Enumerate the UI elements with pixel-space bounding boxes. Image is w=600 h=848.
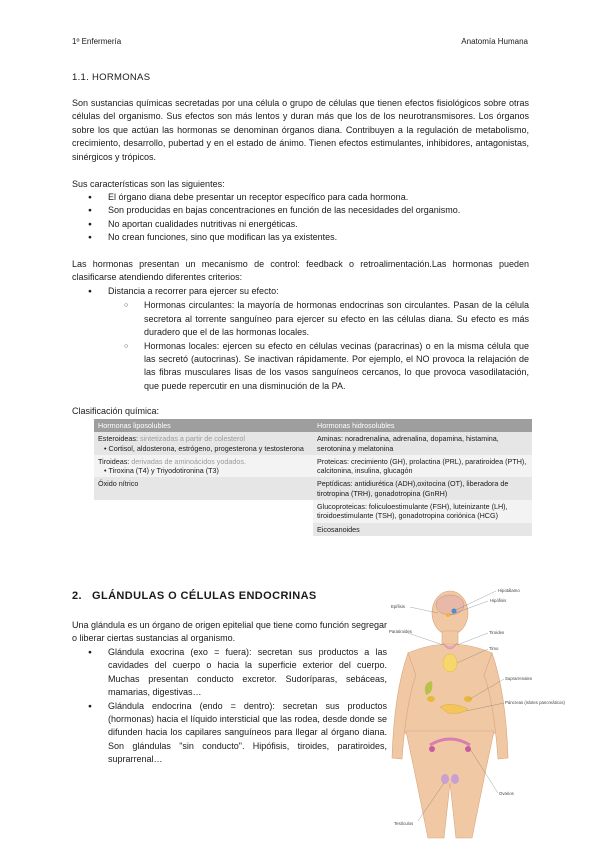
table-cell-thyroid: Tiroideas: derivadas de aminoácidos yodados. • Tiroxina (T4) y Triyodotironina (T3) <box>94 455 313 478</box>
control-paragraph: Las hormonas presentan un mecanismo de control: feedback o retroalimentación.Las hormonas pueden clasificarse atendiendo diferentes criterios: <box>72 259 529 283</box>
thyroid-item: Tiroxina (T4) y Triyodotironina (T3) <box>108 466 219 476</box>
characteristics-intro: Sus características son las siguientes: <box>72 179 225 189</box>
gland-types-list <box>72 646 387 767</box>
header-left: 1º Enfermería <box>72 37 122 46</box>
table-cell-proteins: Proteicas: crecimiento (GH), prolactina (PRL), paratiroidea (PTH), calcitonina, insulina, glucagón <box>313 455 532 478</box>
section-title-glandulas <box>72 590 317 602</box>
characteristics-list <box>72 191 529 245</box>
label-paratiroides: Paratiroides <box>389 629 412 634</box>
section-title-text: GLÁNDULAS O CÉLULAS ENDOCRINAS <box>92 590 317 602</box>
label-epifisis: Epífisis <box>391 604 405 609</box>
label-suprarrenales: Suprarrenales <box>505 676 532 681</box>
label-tiroides: Tiroides <box>489 630 505 635</box>
hormonas-intro: Son sustancias químicas secretadas por una célula o grupo de células que tienen efectos fisiológicos sobre otras células del organismo. Sus efectos son más lentos y duran más que los de los neurotransmisores. Los órganos sobre los que actúan las hormonas se denominan órganos diana. Contribuyen a la regulación de metabolismo, crecimiento, desarrollo, pubertad y en el estado de ánimo. Tienen efectos estimulantes, inhibidores, antagonistas, sinérgicos y trópicos. <box>72 98 529 162</box>
label-pancreas: Páncreas (islotes pancreáticos) <box>505 700 565 705</box>
chem-classification-label: Clasificación química: <box>72 406 160 416</box>
label-hipofisis: Hipófisis <box>490 598 507 603</box>
label-ovarios: Ovarios <box>499 791 514 796</box>
hormone-classification-table <box>94 419 532 536</box>
list-item: ● Son producidas en bajas concentraciones en función de las necesidades del organismo. <box>72 204 529 217</box>
table-cell-glycoproteins: Glucoproteicas: foliculoestimulante (FSH), luteinizante (LH), tiroidoestimulante (TSH), gonadotropina coriónica (HCG) <box>313 500 532 523</box>
steroids-item: Cortisol, aldosterona, estrógeno, progesterona y testosterona <box>108 443 304 453</box>
steroids-desc: sintetizadas a partir de colesterol <box>139 434 246 444</box>
section-title-hormonas: 1.1. HORMONAS <box>72 72 151 83</box>
table-header-liposoluble: Hormonas liposolubles <box>94 419 313 432</box>
label-testiculos: Testículos <box>394 821 414 826</box>
criteria-list <box>72 285 529 393</box>
list-item <box>72 285 529 393</box>
label-timo: Timo <box>489 646 499 651</box>
list-item: ● No crean funciones, sino que modifican las ya existentes. <box>72 231 529 244</box>
endocrine-system-figure <box>388 583 565 838</box>
list-item-endocrine: ● Glándula endocrina (endo = dentro): secretan sus productos (hormonas) hacia el líquido intersticial que las rodea, desde donde se difunden hacia los capilares sanguíneos para llegar al órgano diana. Son glándulas "sin conducto". Hipófisis, tiroides, paratiroides, suprarrenal… <box>72 700 387 767</box>
table-cell-empty <box>94 523 313 536</box>
list-item: ● El órgano diana debe presentar un receptor específico para cada hormona. <box>72 191 529 204</box>
table-cell-empty <box>94 500 313 523</box>
label-hipotalamo: Hipotálamo <box>498 588 520 593</box>
header-right: Anatomía Humana <box>461 37 528 46</box>
table-cell-steroids: Esteroideas: sintetizadas a partir de colesterol • Cortisol, aldosterona, estrógeno, progesterona y testosterona <box>94 432 313 455</box>
steroids-title: Esteroideas: <box>98 434 138 444</box>
table-cell-nitric-oxide: Óxido nítrico <box>94 477 313 500</box>
list-item: ● No aportan cualidades nutritivas ni energéticas. <box>72 218 529 231</box>
pituitary-mark <box>446 613 450 617</box>
table-header-hidrosoluble: Hormonas hidrosolubles <box>313 419 532 432</box>
distance-label: Distancia a recorrer para ejercer su efecto: <box>108 286 279 296</box>
distance-sublist <box>108 299 529 393</box>
thyroid-desc: derivadas de aminoácidos yodados. <box>131 456 246 466</box>
circulating-hormones: ○ Hormonas circulantes: la mayoría de hormonas endocrinas son circulantes. Pasan de la célula secretora al torrente sanguíneo para ejercer su efecto en las células diana. Su efecto es más duradero que el de las hormonas locales. <box>108 299 529 339</box>
glandulas-intro: Una glándula es un órgano de origen epitelial que tiene como función segregar o liberar ciertas sustancias al organismo. <box>72 620 387 644</box>
table-cell-eicosanoids: Eicosanoides <box>313 523 532 536</box>
local-hormones: ○ Hormonas locales: ejercen su efecto en células vecinas (paracrinas) o en la misma célula que las secretó (autocrinas). Se inactivan rápidamente. Por ejemplo, el NO provoca la relajación de las fibras musculares lisas de los vasos sanguíneos cercanos, lo que provoca vasodilatación, que puede repercutir en una disminución de la PA. <box>108 340 529 394</box>
list-item-exocrine: ● Glándula exocrina (exo = fuera): secretan sus productos a las cavidades del cuerpo o hacia la superficie exterior del cuerpo. Muchas presentan conducto excretor. Sudoríparas, sebáceas, mamarias, digestivas… <box>72 646 387 700</box>
section-number: 2. <box>72 590 82 602</box>
thyroid-title: Tiroideas: <box>98 456 130 466</box>
table-cell-peptides: Peptídicas: antidiurética (ADH),oxitocina (OT), liberadora de tirotropina (TRH), gonadotropina (GnRH) <box>313 477 532 500</box>
table-cell-amines: Aminas: noradrenalina, adrenalina, dopamina, histamina, serotonina y melatonina <box>313 432 532 455</box>
